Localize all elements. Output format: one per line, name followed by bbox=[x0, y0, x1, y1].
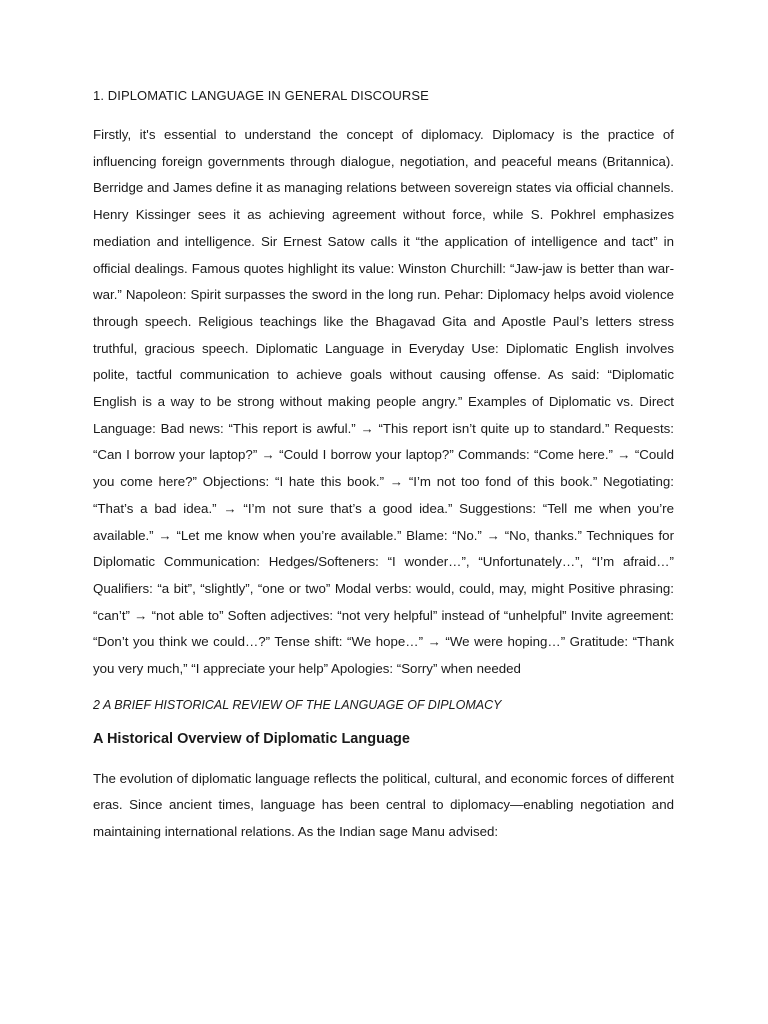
section-1-heading: 1. DIPLOMATIC LANGUAGE IN GENERAL DISCOURSE bbox=[93, 88, 429, 103]
document-page bbox=[93, 86, 674, 846]
section-1-paragraph: Firstly, it's essential to understand the concept of diplomacy. Diplomacy is the practice of influencing foreign governments through dialogue, negotiation, and peaceful means (Britannica). Berridge and James define it as managing relations between sovereign states via official channels. Henry Kissinger sees it as achieving agreement without force, while S. Pokhrel emphasizes mediation and intelligence. Sir Ernest Satow calls it “the application of intelligence and tact” in official dealings. Famous quotes highlight its value: Winston Churchill: “Jaw-jaw is better than war-war.” Napoleon: Spirit surpasses the sword in the long run. Pehar: Diplomacy helps avoid violence through speech. Religious teachings like the Bhagavad Gita and Apostle Paul’s letters stress truthful, gracious speech. Diplomatic Language in Everyday Use: Diplomatic English involves polite, tactful communication to achieve goals without causing offense. As said: “Diplomatic English is a way to be strong without making people angry.” Examples of Diplomatic vs. Direct Language: Bad news: “This report is awful.” → “This report isn’t quite up to standard.” Requests: “Can I borrow your laptop?” → “Could I borrow your laptop?” Commands: “Come here.” → “Could you come here?” Objections: “I hate this book.” → “I’m not too fond of this book.” Negotiating: “That’s a bad idea.” → “I’m not sure that’s a good idea.” Suggestions: “Tell me when you’re available.” → “Let me know when you’re available.” Blame: “No.” → “No, thanks.” Techniques for Diplomatic Communication: Hedges/Softeners: “I wonder…”, “Unfortunately…”, “I’m afraid…” Qualifiers: “a bit”, “slightly”, “one or two” Modal verbs: would, could, may, might Positive phrasing: “can’t” → “not able to” Soften adjectives: “not very helpful” instead of “unhelpful” Invite agreement: “Don’t you think we could…?” Tense shift: “We hope…” → “We were hoping…” Gratitude: “Thank you very much,” “I appreciate your help” Apologies: “Sorry” when needed bbox=[93, 127, 674, 677]
section-2-paragraph: The evolution of diplomatic language reflects the political, cultural, and economic forces of different eras. Since ancient times, language has been central to diplomacy—enabling negotiation and maintaining international relations. As the Indian sage Manu advised: bbox=[93, 770, 674, 840]
section-2-title: A Historical Overview of Diplomatic Language bbox=[93, 730, 410, 747]
section-2-heading: 2 A BRIEF HISTORICAL REVIEW OF THE LANGUAGE OF DIPLOMACY bbox=[93, 697, 502, 712]
